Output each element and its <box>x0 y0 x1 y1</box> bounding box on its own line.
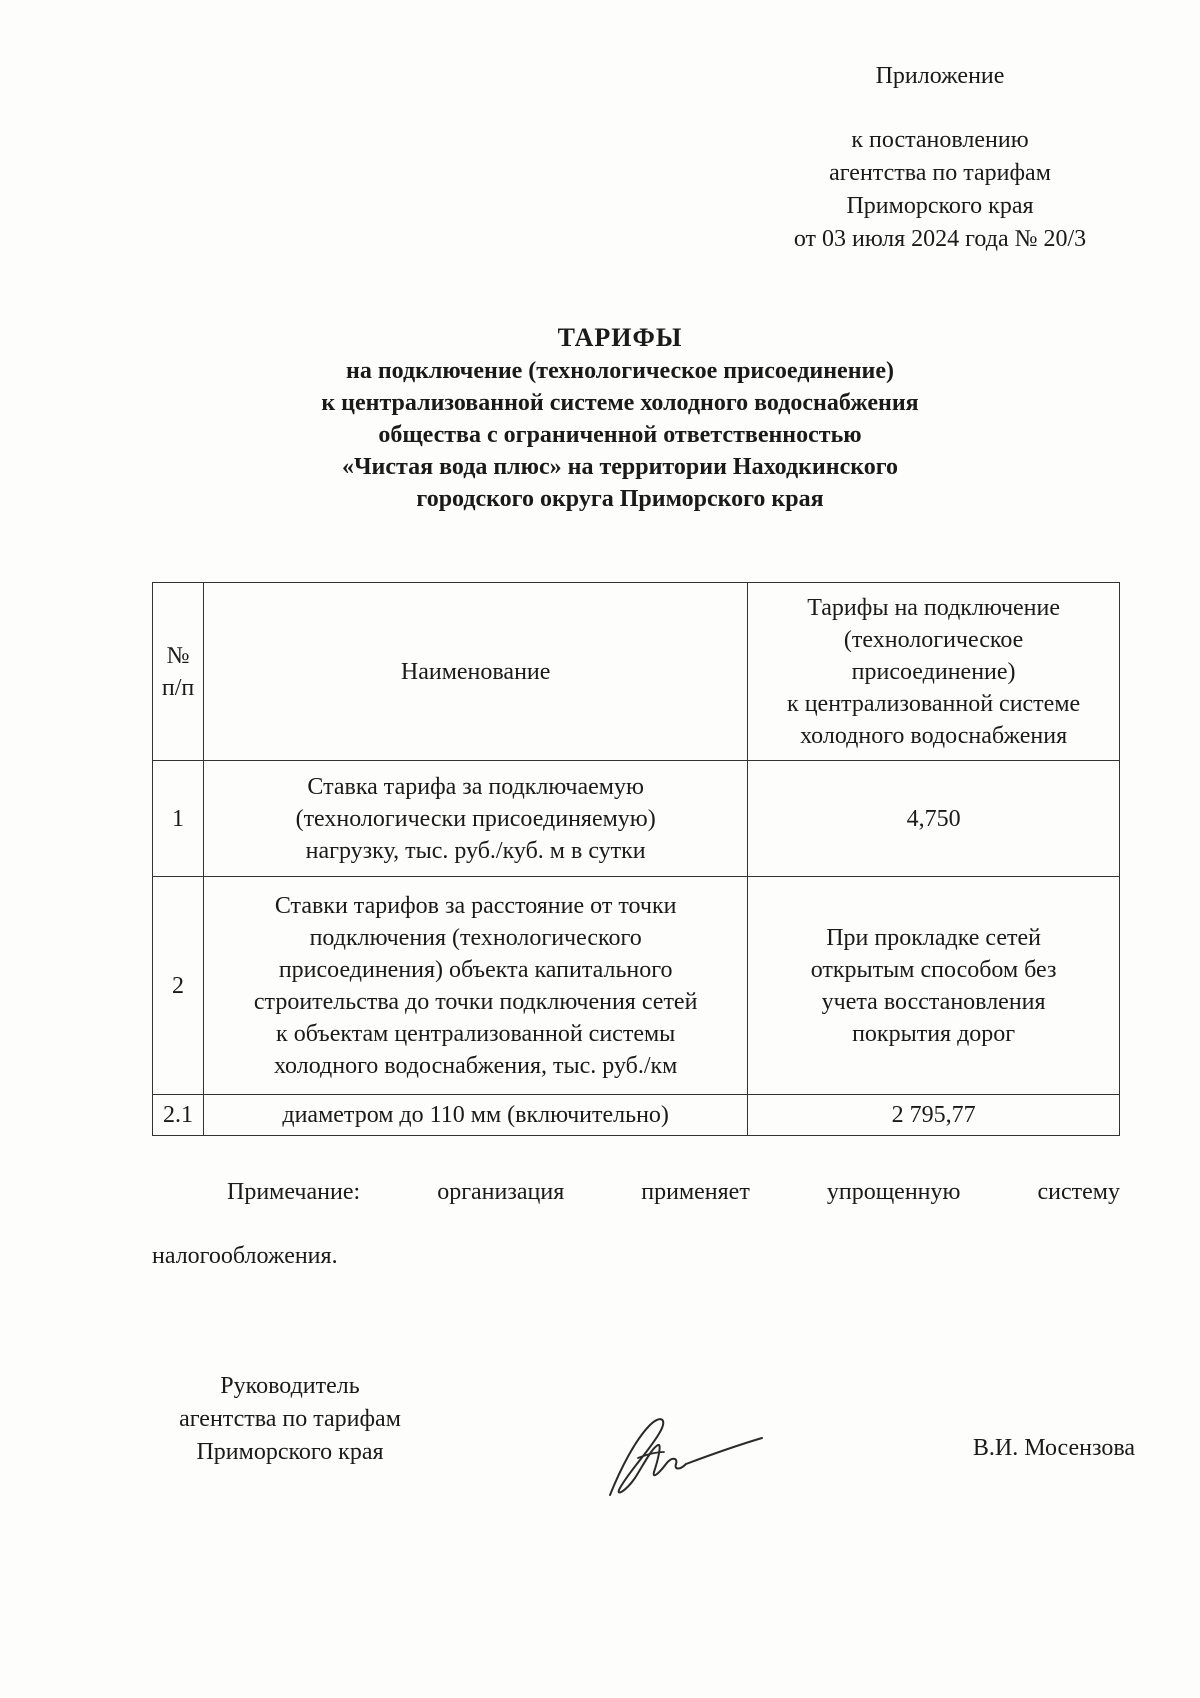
note-word: применяет <box>641 1179 750 1205</box>
row-tariff: При прокладке сетей открытым способом без учета восстановления покрытия дорог <box>748 877 1120 1095</box>
row-number: 2.1 <box>153 1095 204 1136</box>
appendix-block <box>740 60 1140 256</box>
table-row <box>153 877 1120 1095</box>
signer-position-line: агентства по тарифам <box>179 1406 401 1432</box>
title-line: на подключение (технологическое присоединение) <box>345 358 894 384</box>
note-word: упрощенную <box>826 1179 961 1205</box>
appendix-line: агентства по тарифам <box>829 160 1051 186</box>
header-name: Наименование <box>204 583 748 761</box>
row-number: 2 <box>153 877 204 1095</box>
document-title <box>200 322 1040 515</box>
title-line: городского округа Приморского края <box>416 486 824 512</box>
row-tariff: 2 795,77 <box>748 1095 1120 1136</box>
row-number: 1 <box>153 761 204 877</box>
row-name: Ставка тарифа за подключаемую (технологически присоединяемую) нагрузку, тыс. руб./куб. м в сутки <box>204 761 748 877</box>
handwritten-signature <box>590 1400 770 1510</box>
appendix-line: от 03 июля 2024 года № 20/3 <box>793 226 1087 252</box>
signer-name: В.И. Мосензова <box>972 1435 1135 1461</box>
note-first-line <box>152 1172 1120 1212</box>
row-name: диаметром до 110 мм (включительно) <box>204 1095 748 1136</box>
title-line: «Чистая вода плюс» на территории Находкинского <box>341 454 899 480</box>
title-main: ТАРИФЫ <box>557 323 683 352</box>
appendix-line: к постановлению <box>851 127 1029 153</box>
table-row <box>153 1095 1120 1136</box>
row-name: Ставки тарифов за расстояние от точки подключения (технологического присоединения) объекта капитального строительства до точки подключения сетей к объектам централизованной системы холодного водоснабжения, тыс. руб./км <box>204 877 748 1095</box>
note-paragraph <box>152 1172 1120 1276</box>
signer-position <box>140 1370 440 1469</box>
note-continuation: налогообложения. <box>152 1243 338 1269</box>
table-header-row <box>153 583 1120 761</box>
signer-position-line: Приморского края <box>196 1439 384 1465</box>
note-word: Примечание: <box>227 1179 361 1205</box>
header-tariff: Тарифы на подключение (технологическое присоединение) к централизованной системе холодного водоснабжения <box>748 583 1120 761</box>
row-tariff: 4,750 <box>748 761 1120 877</box>
table-row <box>153 761 1120 877</box>
title-line: общества с ограниченной ответственностью <box>378 422 862 448</box>
appendix-heading: Приложение <box>875 63 1005 89</box>
header-number: № п/п <box>153 583 204 761</box>
title-line: к централизованной системе холодного водоснабжения <box>321 390 919 416</box>
signer-position-line: Руководитель <box>220 1373 360 1399</box>
note-word: организация <box>437 1179 565 1205</box>
note-word: систему <box>1037 1179 1120 1205</box>
appendix-line: Приморского края <box>846 193 1034 219</box>
tariffs-table <box>152 582 1120 1136</box>
